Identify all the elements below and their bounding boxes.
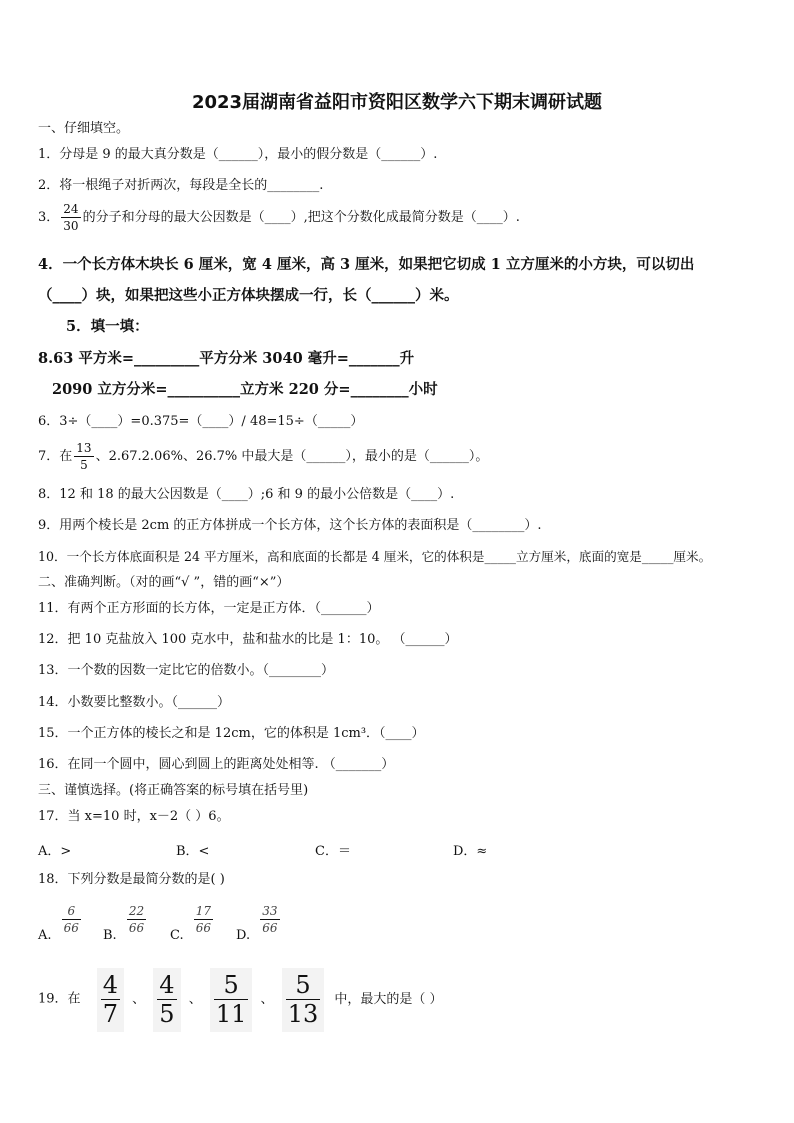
question-18-option-d[interactable]: [236, 904, 282, 943]
question-8: 8．12 和 18 的最大公因数是（____）;6 和 9 的最小公倍数是（____）.: [38, 487, 455, 502]
question-7-prefix: 7．在: [38, 449, 73, 464]
section-3-heading: 三、谨慎选择。(将正确答案的标号填在括号里): [38, 783, 309, 798]
option-fraction: [62, 905, 81, 934]
page-title: 2023届湖南省益阳市资阳区数学六下期末调研试题: [191, 92, 603, 113]
question-11: 11．有两个正方形面的长方体，一定是正方体．（_______）: [38, 601, 380, 616]
section-1-heading: 一、仔细填空。: [38, 121, 130, 136]
fraction-numerator: 5: [286, 973, 321, 1000]
fraction-denominator: 66: [262, 921, 278, 935]
question-18-option-a[interactable]: [38, 904, 83, 943]
question-19-fraction-4: [282, 968, 325, 1032]
fraction-denominator: 11: [215, 1000, 247, 1028]
question-18-option-b[interactable]: [103, 904, 148, 943]
question-12: 12．把 10 克盐放入 100 克水中，盐和盐水的比是 1：10。 （______）: [38, 632, 458, 647]
fraction-denominator: 66: [63, 921, 79, 935]
question-5-heading: 5．填一填：: [66, 318, 149, 335]
fraction-denominator: 30: [63, 219, 79, 233]
option-label: B.: [103, 928, 117, 943]
question-6: 6．3÷（____）=0.375=（____）/ 48=15÷（_____）: [38, 414, 364, 429]
fraction-numerator: 22: [128, 904, 145, 918]
question-17: 17．当 x=10 时，x－2（ ）6。: [38, 809, 230, 824]
question-18-option-c[interactable]: [170, 904, 215, 943]
fraction-numerator: 4: [102, 971, 118, 999]
fraction-numerator: 24: [63, 202, 79, 216]
fraction-numerator: 17: [195, 904, 212, 918]
question-3-fraction: [61, 203, 80, 232]
question-4-line-2: （____）块，如果把这些小正方体块摆成一行，长（______）米。: [38, 287, 459, 304]
question-4-line-1: 4．一个长方体木块长 6 厘米，宽 4 厘米，高 3 厘米，如果把它切成 1 立方厘米的小方块，可以切出: [38, 256, 695, 273]
question-16: 16．在同一个圆中，圆心到圆上的距离处处相等. （_______）: [38, 757, 395, 772]
question-9: 9．用两个棱长是 2cm 的正方体拼成一个长方体，这个长方体的表面积是（________）.: [38, 518, 542, 533]
fraction-denominator: 5: [80, 458, 88, 472]
question-5-line-2: 2090 立方分米=__________立方米 220 分=________小时: [52, 381, 438, 398]
option-label: A.: [38, 928, 52, 943]
question-13: 13．一个数的因数一定比它的倍数小。（________）: [38, 663, 335, 678]
question-19-fraction-3: [210, 968, 253, 1032]
question-15: 15．一个正方体的棱长之和是 12cm，它的体积是 1cm³．（____）: [38, 726, 425, 741]
question-7-text: 、2.67.2.06%、26.7% 中最大是（______），最小的是（______）。: [95, 449, 489, 464]
question-7: [38, 442, 488, 471]
question-19-fraction-2: [153, 968, 180, 1032]
question-17-option-d[interactable]: D．≈: [453, 844, 488, 859]
question-10: 10．一个长方体底面积是 24 平方厘米，高和底面的长都是 4 厘米，它的体积是_____立方厘米，底面的宽是_____厘米。: [38, 549, 712, 564]
question-19-fraction-1: [97, 968, 124, 1032]
question-2: 2．将一根绳子对折两次，每段是全长的________.: [38, 178, 324, 193]
option-label: C.: [170, 928, 184, 943]
question-17-option-b[interactable]: B．<: [176, 844, 210, 859]
question-3: [38, 203, 520, 232]
fraction-denominator: 66: [128, 921, 145, 935]
option-fraction: [127, 905, 146, 934]
fraction-denominator: 66: [195, 921, 212, 935]
question-1: 1．分母是 9 的最大真分数是（______），最小的假分数是（______）.: [38, 147, 438, 162]
section-2-heading: 二、准确判断。（对的画“√ ”，错的画“×”）: [38, 575, 290, 590]
question-5-line-1: 8.63 平方米=_________平方分米 3040 毫升=_______升: [38, 350, 415, 367]
fraction-numerator: 5: [214, 973, 249, 1000]
option-fraction: [194, 905, 213, 934]
fraction-numerator: 4: [159, 971, 175, 999]
separator: 、: [260, 991, 274, 1007]
fraction-denominator: 13: [287, 1000, 319, 1028]
fraction-numerator: 33: [262, 904, 278, 918]
question-17-option-c[interactable]: C．＝: [315, 844, 351, 859]
question-18: 18．下列分数是最简分数的是( ): [38, 872, 225, 887]
separator: 、: [132, 991, 146, 1007]
separator: 、: [188, 991, 202, 1007]
fraction-numerator: 6: [62, 905, 81, 920]
option-label: D.: [236, 928, 251, 943]
question-14: 14．小数要比整数小。（______）: [38, 695, 231, 710]
question-3-text: 的分子和分母的最大公因数是（____）,把这个分数化成最简分数是（____）.: [82, 210, 520, 225]
question-3-prefix: 3．: [38, 210, 60, 225]
fraction-denominator: 5: [159, 1000, 175, 1028]
fraction-denominator: 7: [102, 1000, 118, 1028]
fraction-numerator: 13: [76, 441, 92, 455]
question-19-prefix: 19．在: [38, 991, 81, 1007]
option-fraction: [260, 905, 279, 934]
question-17-option-a[interactable]: A．>: [38, 844, 72, 859]
question-7-fraction: [74, 442, 93, 471]
question-19: [38, 968, 443, 1028]
question-19-text: 中，最大的是（ ）: [334, 991, 443, 1007]
